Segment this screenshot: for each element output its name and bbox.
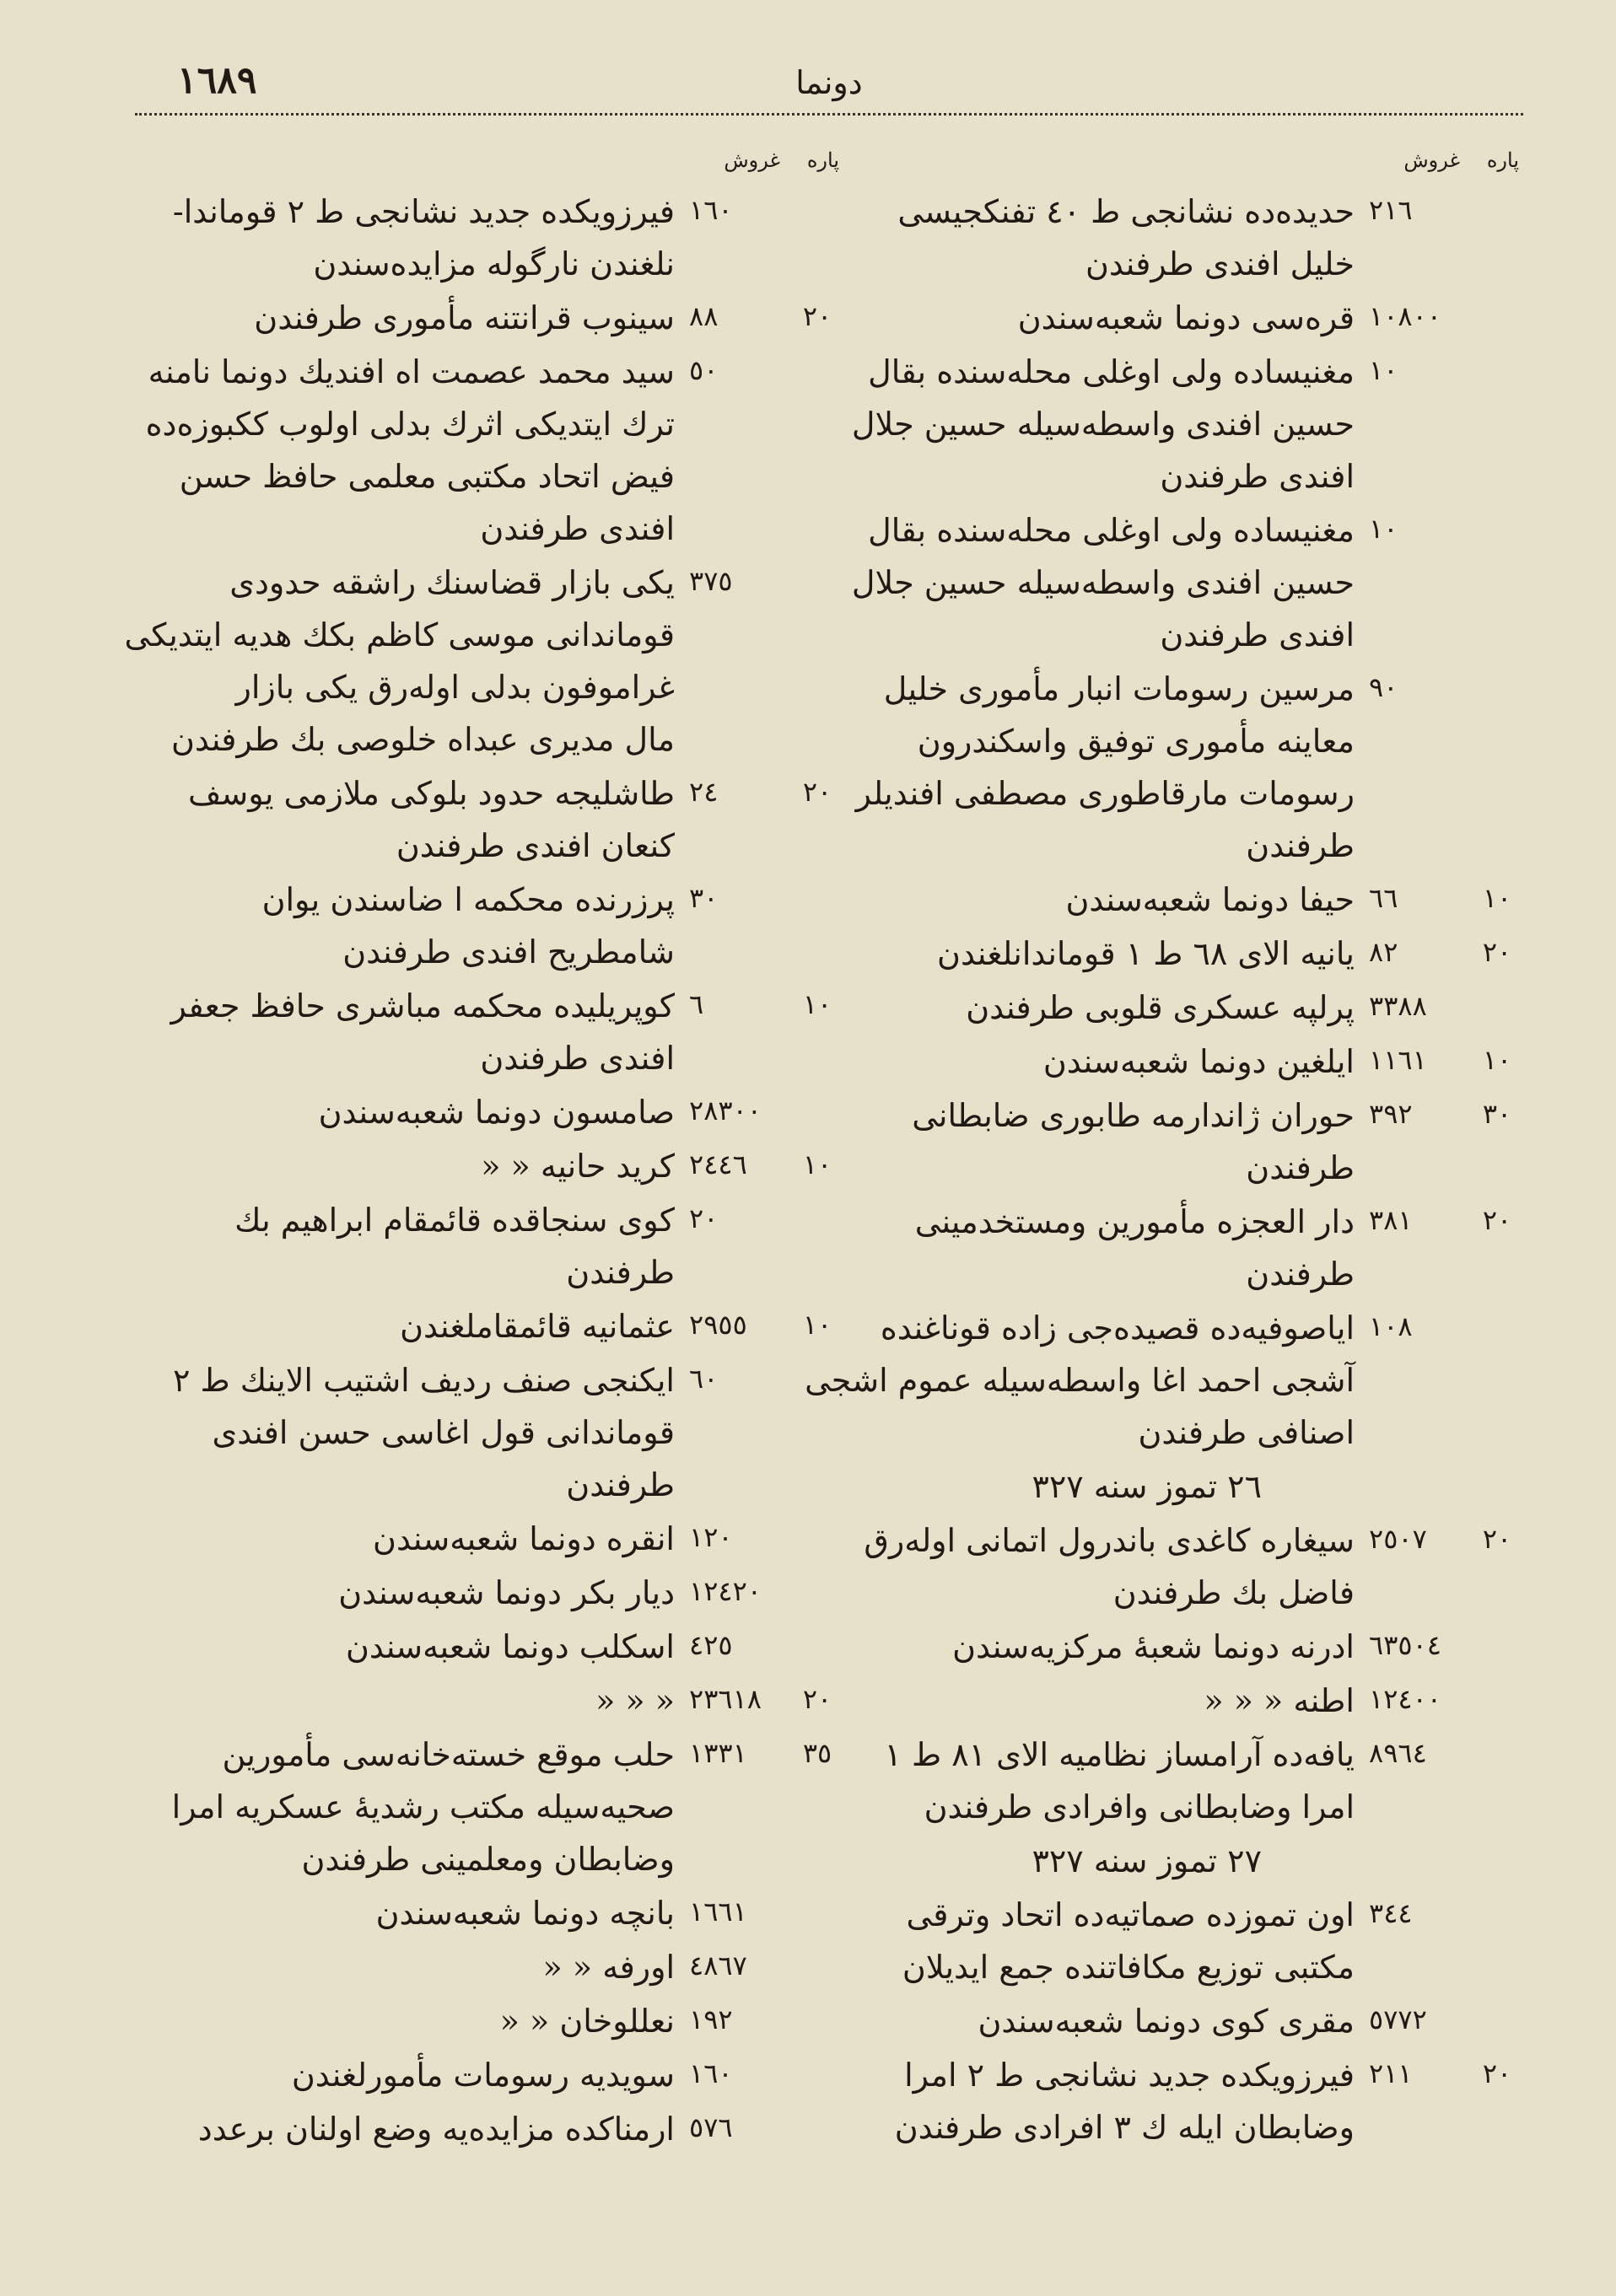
gurus-amount: ١٢٠ xyxy=(689,1521,733,1553)
gurus-amount: ١٩٢ xyxy=(689,2003,733,2035)
donation-entry xyxy=(122,1729,839,1885)
donor-text: « « « xyxy=(595,1682,675,1719)
gurus-amount: ١٠ xyxy=(1369,513,1398,545)
gurus-amount: ٣٣٨٨ xyxy=(1369,990,1427,1022)
donation-entry xyxy=(802,663,1519,872)
donor-text: سويديه رسومات مأمورلغندن xyxy=(291,2057,675,2094)
gurus-amount: ٣٠ xyxy=(689,882,719,914)
gurus-column-label: غروش xyxy=(724,148,780,172)
para-amount: ١٠ xyxy=(1482,882,1512,914)
amount-cell xyxy=(1367,1089,1519,1142)
para-amount: ٢٠ xyxy=(1482,2057,1512,2089)
gurus-amount: ٢٤ xyxy=(689,776,719,808)
donation-entry xyxy=(802,1302,1519,1459)
right-entries xyxy=(802,186,1519,2154)
donor-text: ٢٦ تموز سنه ٣٢٧ xyxy=(1032,1468,1262,1505)
amount-cell xyxy=(1367,504,1519,557)
amount-cell xyxy=(687,1354,839,1406)
left-entries xyxy=(122,186,839,2155)
amount-cell xyxy=(1367,1889,1519,1941)
amount-cell xyxy=(687,2049,839,2101)
donation-entry xyxy=(802,1514,1519,1619)
gurus-amount: ١٦٠ xyxy=(689,194,733,226)
donor-text: كريد حانيه « « xyxy=(481,1148,675,1185)
donor-text: اياصوفيه‌ده قصيده‌جى زاده قوناغنده آشجى احمد اغا واسطه‌سيله عموم اشجى اصنافى طرفندن xyxy=(805,1309,1355,1451)
donation-entry xyxy=(122,2049,839,2101)
donor-text: مقرى كوى دونما شعبه‌سندن xyxy=(978,2003,1355,2040)
gurus-amount: ٥٠ xyxy=(689,354,719,386)
para-amount: ٢٠ xyxy=(1482,1523,1512,1555)
amount-cell xyxy=(1367,928,1519,980)
donation-entry xyxy=(122,1887,839,1939)
donation-entry xyxy=(802,1035,1519,1088)
amount-cell xyxy=(687,292,839,344)
gurus-amount: ١٢٤٢٠ xyxy=(689,1575,762,1607)
gurus-amount: ٥٧٦ xyxy=(689,2111,733,2143)
amount-cell xyxy=(687,1300,839,1352)
para-amount: ١٠ xyxy=(802,1148,832,1180)
gurus-amount: ٩٠ xyxy=(1369,671,1398,703)
gurus-amount: ١٦٠ xyxy=(689,2057,733,2089)
donor-text: حوران ژاندارمه طابورى ضابطانى طرفندن xyxy=(912,1097,1355,1186)
gurus-amount: ٢٤٤٦ xyxy=(689,1148,747,1180)
donor-text: قره‌سى دونما شعبه‌سندن xyxy=(1017,299,1355,336)
amount-cell xyxy=(1367,1302,1519,1354)
donor-text: ايلغين دونما شعبه‌سندن xyxy=(1042,1043,1355,1080)
gurus-amount: ٣٩٢ xyxy=(1369,1098,1413,1130)
donation-entry xyxy=(122,980,839,1084)
right-column-header xyxy=(802,145,1519,186)
donor-text: پرزرنده محكمه ا ضاسندن يوان شامطريح افندى طرفندن xyxy=(261,881,675,971)
gurus-amount: ٢٩٥٥ xyxy=(689,1309,747,1341)
amount-cell xyxy=(687,767,839,820)
para-amount: ٣٥ xyxy=(802,1737,832,1769)
donation-entry xyxy=(802,1675,1519,1727)
amount-cell xyxy=(687,1567,839,1619)
donor-text: نعللوخان « « xyxy=(499,2003,675,2040)
gurus-amount: ٦ xyxy=(689,988,704,1020)
donor-text: مغنيساده ولى اوغلى محله‌سنده بقال حسين افندى واسطه‌سيله حسين جلال افندى طرفندن xyxy=(851,512,1355,653)
gurus-amount: ٨٩٦٤ xyxy=(1369,1737,1427,1769)
donation-entry xyxy=(122,346,839,555)
date-line xyxy=(802,1460,1519,1513)
gurus-amount: ٢١١ xyxy=(1369,2057,1413,2089)
donation-entry xyxy=(802,186,1519,290)
donor-text: ارمناكده مزايده‌يه وضع اولنان برعدد xyxy=(197,2110,675,2148)
amount-cell xyxy=(687,980,839,1032)
donation-entry xyxy=(122,557,839,766)
gurus-amount: ١٢٤٠٠ xyxy=(1369,1683,1441,1715)
amount-cell xyxy=(687,557,839,609)
donation-entry xyxy=(122,1354,839,1511)
donation-entry xyxy=(802,504,1519,661)
page-number: ١٦٨٩ xyxy=(177,59,257,102)
donor-text: سيغاره كاغدى باندرول اتمانى اوله‌رق فاضل بك طرفندن xyxy=(864,1522,1355,1611)
donation-entry xyxy=(802,1089,1519,1194)
date-line xyxy=(802,1835,1519,1887)
donation-entry xyxy=(802,1729,1519,1833)
donor-text: سينوب قرانتنه مأمورى طرفندن xyxy=(254,299,675,336)
para-column-label: پاره xyxy=(806,148,839,172)
gurus-amount: ١٦٦١ xyxy=(689,1895,747,1928)
donation-entry xyxy=(122,1513,839,1565)
amount-cell xyxy=(687,1086,839,1138)
gurus-amount: ١٠٨٠٠ xyxy=(1369,300,1441,332)
donor-text: حديده‌ده نشانجى ط ٤٠ تفنكجيسى خليل افندى طرفندن xyxy=(897,193,1355,282)
para-amount: ٢٠ xyxy=(1482,936,1512,968)
para-column-label: پاره xyxy=(1486,148,1519,172)
amount-cell xyxy=(1367,1196,1519,1248)
donor-text: اطنه « « « xyxy=(1204,1682,1355,1719)
amount-cell xyxy=(1367,1675,1519,1727)
gurus-amount: ١٠٨ xyxy=(1369,1310,1413,1342)
donor-text: حلب موقع خسته‌خانه‌سى مأمورين صحيه‌سيله مكتب رشديهٔ عسكريه امرا وضابطان ومعلمينى طرفندن xyxy=(171,1736,675,1878)
donation-entry xyxy=(122,1941,839,1993)
gurus-amount: ١٣٣١ xyxy=(689,1737,747,1769)
para-amount: ٢٠ xyxy=(802,776,832,808)
donor-text: عثمانيه قائمقاملغندن xyxy=(400,1308,675,1345)
amount-cell xyxy=(1367,981,1519,1034)
donor-text: مغنيساده ولى اوغلى محله‌سنده بقال حسين افندى واسطه‌سيله حسين جلال افندى طرفندن xyxy=(851,353,1355,495)
para-amount: ١٠ xyxy=(1482,1044,1512,1076)
donor-text: اورفه « « xyxy=(542,1949,675,1986)
donor-text: يانيه الاى ٦٨ ط ١ قوماندانلغندن xyxy=(937,935,1355,972)
amount-cell xyxy=(687,1513,839,1565)
donor-text: يكى بازار قضاسنك راشقه حدودى قوماندانى موسى كاظم بكك هديه ايتديكى غراموفون بدلى اوله‌رق يكى بازار مال مديرى عبداه خلوصى بك طرفندن xyxy=(124,564,675,758)
para-amount: ٢٠ xyxy=(802,300,832,332)
amount-cell xyxy=(1367,1514,1519,1567)
donor-text: مرسين رسومات انبار مأمورى خليل معاينه مأمورى توفيق واسكندرون رسومات مارقاطورى مصطفى افنديلر طرفندن xyxy=(855,670,1355,864)
donor-text: اسكلب دونما شعبه‌سندن xyxy=(345,1628,675,1665)
donation-entry xyxy=(802,1889,1519,1993)
left-column xyxy=(122,145,839,2157)
gurus-amount: ٣٤٤ xyxy=(1369,1897,1413,1929)
donor-text: كوى سنجاقده قائمقام ابراهيم بك طرفندن xyxy=(234,1202,675,1291)
donor-text: فيرزويكده جديد نشانجى ط ٢ امرا وضابطان ايله ك ٣ افرادى طرفندن xyxy=(894,2057,1355,2146)
amount-cell xyxy=(687,1941,839,1993)
donation-entry xyxy=(802,346,1519,503)
amount-cell xyxy=(687,1140,839,1192)
donation-entry xyxy=(802,874,1519,926)
donation-entry xyxy=(122,1194,839,1299)
donation-entry xyxy=(122,1300,839,1352)
donation-entry xyxy=(802,1621,1519,1673)
donation-entry xyxy=(802,1995,1519,2047)
donation-entry xyxy=(122,2103,839,2155)
gurus-amount: ٢٣٦١٨ xyxy=(689,1683,762,1715)
donation-entry xyxy=(122,186,839,290)
amount-cell xyxy=(687,874,839,926)
donor-text: دار العجزه مأمورين ومستخدمينى طرفندن xyxy=(914,1203,1355,1293)
gurus-amount: ٢٥٠٧ xyxy=(1369,1523,1427,1555)
gurus-amount: ٣٨١ xyxy=(1369,1204,1413,1236)
amount-cell xyxy=(687,1675,839,1727)
gurus-amount: ٦٣٥٠٤ xyxy=(1369,1629,1441,1661)
para-amount: ١٠ xyxy=(802,1309,832,1341)
donation-entry xyxy=(802,2049,1519,2154)
amount-cell xyxy=(687,346,839,398)
amount-cell xyxy=(1367,663,1519,715)
donor-text: كوپريليده محكمه مباشرى حافظ جعفر افندى طرفندن xyxy=(170,987,675,1077)
donor-text: طاشليجه حدود بلوكى ملازمى يوسف كنعان افندى طرفندن xyxy=(188,775,675,864)
donor-text: ادرنه دونما شعبهٔ مركزيه‌سندن xyxy=(952,1628,1355,1665)
donation-entry xyxy=(122,1086,839,1138)
left-column-header xyxy=(122,145,839,186)
gurus-amount: ٤٢٥ xyxy=(689,1629,733,1661)
donation-entry xyxy=(122,1140,839,1192)
right-column xyxy=(802,145,1519,2155)
amount-cell xyxy=(1367,1035,1519,1088)
gurus-amount: ٦٠ xyxy=(689,1363,719,1395)
amount-cell xyxy=(687,2103,839,2155)
donor-text: ايكنجى صنف رديف اشتيب الاينك ط ٢ قوماندانى قول اغاسى حسن افندى طرفندن xyxy=(172,1362,675,1503)
donor-text: پرلپه عسكرى قلوبى طرفندن xyxy=(966,989,1355,1026)
donor-text: فيرزويكده جديد نشانجى ط ٢ قوماندا- نلغندن نارگوله مزايده‌سندن xyxy=(172,193,675,282)
amount-cell xyxy=(1367,186,1519,238)
amount-cell xyxy=(1367,1729,1519,1781)
gurus-amount: ٤٨٦٧ xyxy=(689,1949,747,1981)
gurus-column-label: غروش xyxy=(1403,148,1460,172)
donation-entry xyxy=(122,1995,839,2047)
amount-cell xyxy=(687,1194,839,1246)
donation-entry xyxy=(122,874,839,978)
donation-entry xyxy=(802,292,1519,344)
donation-entry xyxy=(122,1675,839,1727)
para-amount: ١٠ xyxy=(802,988,832,1020)
gurus-amount: ٨٢ xyxy=(1369,936,1398,968)
donor-text: بانچه دونما شعبه‌سندن xyxy=(375,1895,675,1932)
donor-text: يافه‌ده آرامساز نظاميه الاى ٨١ ط ١ امرا وضابطانى وافرادى طرفندن xyxy=(884,1736,1355,1826)
gurus-amount: ٨٨ xyxy=(689,300,719,332)
gurus-amount: ٢٨٣٠٠ xyxy=(689,1094,762,1126)
amount-cell xyxy=(687,1887,839,1939)
amount-cell xyxy=(1367,874,1519,926)
donor-text: صامسون دونما شعبه‌سندن xyxy=(318,1094,675,1131)
gurus-amount: ٢٠ xyxy=(689,1202,719,1234)
gurus-amount: ٢١٦ xyxy=(1369,194,1413,226)
header-dotted-rule xyxy=(135,113,1523,116)
donation-entry xyxy=(802,1196,1519,1300)
amount-cell xyxy=(687,1621,839,1673)
amount-cell xyxy=(1367,346,1519,398)
amount-cell xyxy=(1367,1460,1519,1513)
donation-entry xyxy=(122,1621,839,1673)
amount-cell xyxy=(1367,292,1519,344)
gurus-amount: ١٠ xyxy=(1369,354,1398,386)
gurus-amount: ١١٦١ xyxy=(1369,1044,1427,1076)
gurus-amount: ٦٦ xyxy=(1369,882,1398,914)
donation-entry xyxy=(122,1567,839,1619)
amount-cell xyxy=(687,1729,839,1781)
amount-cell xyxy=(687,186,839,238)
donation-entry xyxy=(122,767,839,872)
amount-cell xyxy=(687,1995,839,2047)
amount-cell xyxy=(1367,2049,1519,2101)
para-amount: ٣٠ xyxy=(1482,1098,1512,1130)
gurus-amount: ٣٧٥ xyxy=(689,565,733,597)
gurus-amount: ٥٧٧٢ xyxy=(1369,2003,1427,2035)
donation-entry xyxy=(802,981,1519,1034)
donor-text: ديار بكر دونما شعبه‌سندن xyxy=(338,1574,675,1611)
donor-text: انقره دونما شعبه‌سندن xyxy=(373,1520,675,1557)
donation-entry xyxy=(802,928,1519,980)
donor-text: ٢٧ تموز سنه ٣٢٧ xyxy=(1032,1842,1262,1879)
donation-entry xyxy=(122,292,839,344)
amount-cell xyxy=(1367,1995,1519,2047)
para-amount: ٢٠ xyxy=(802,1683,832,1715)
running-title: دونما xyxy=(795,64,863,101)
donor-text: حيفا دونما شعبه‌سندن xyxy=(1065,881,1355,918)
page-header xyxy=(135,59,1523,110)
para-amount: ٢٠ xyxy=(1482,1204,1512,1236)
amount-cell xyxy=(1367,1835,1519,1887)
amount-cell xyxy=(1367,1621,1519,1673)
donor-text: سيد محمد عصمت اه افنديك دونما نامنه ترك ايتديكى اثرك بدلى اولوب ككبوزه‌ده فيض اتحاد مكتبى معلمى حافظ حسن افندى طرفندن xyxy=(145,353,675,547)
donor-text: اون تموزده صماتيه‌ده اتحاد وترقى مكتبى توزيع مكافاتنده جمع ايديلان xyxy=(902,1896,1355,1986)
